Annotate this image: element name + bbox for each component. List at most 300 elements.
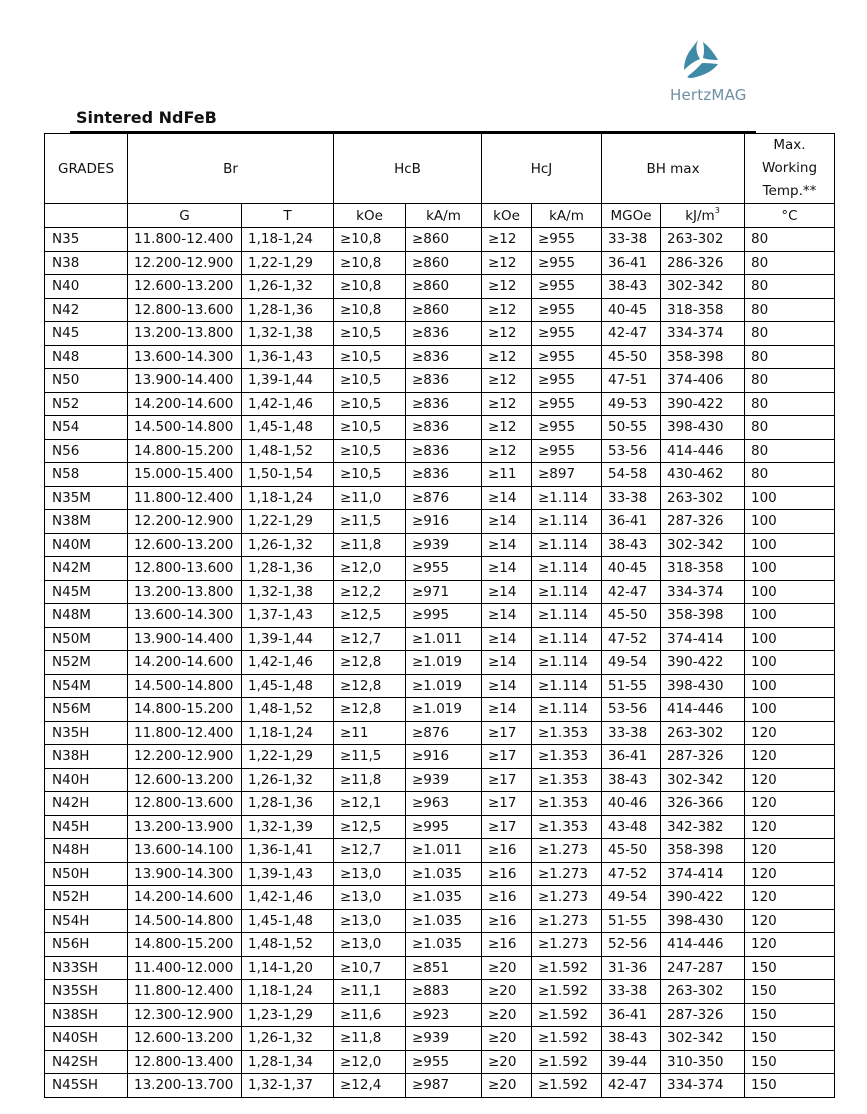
cell-grade: N50M	[45, 627, 128, 651]
table-row	[45, 1027, 835, 1051]
cell-hcj-kam: ≥955	[532, 345, 602, 369]
cell-hcb-koe: ≥11,0	[334, 486, 406, 510]
cell-hcj-kam: ≥1.592	[532, 1050, 602, 1074]
cell-bh-kjm3: 286-326	[661, 251, 745, 275]
cell-bh-kjm3: 302-342	[661, 768, 745, 792]
cell-max-temp: 120	[745, 721, 835, 745]
cell-max-temp: 100	[745, 510, 835, 534]
cell-bh-mgoe: 40-46	[602, 792, 661, 816]
cell-br-t: 1,18-1,24	[242, 980, 334, 1004]
cell-bh-kjm3: 414-446	[661, 439, 745, 463]
cell-hcj-koe: ≥12	[482, 298, 532, 322]
cell-max-temp: 80	[745, 228, 835, 252]
cell-hcb-koe: ≥11,8	[334, 1027, 406, 1051]
cell-hcj-koe: ≥12	[482, 439, 532, 463]
cell-hcb-koe: ≥10,8	[334, 275, 406, 299]
cell-hcj-kam: ≥1.353	[532, 792, 602, 816]
cell-bh-mgoe: 45-50	[602, 839, 661, 863]
cell-br-t: 1,26-1,32	[242, 768, 334, 792]
cell-bh-kjm3: 430-462	[661, 463, 745, 487]
cell-bh-mgoe: 33-38	[602, 486, 661, 510]
table-row	[45, 674, 835, 698]
cell-hcb-koe: ≥10,8	[334, 251, 406, 275]
cell-br-t: 1,28-1,36	[242, 557, 334, 581]
table-row	[45, 604, 835, 628]
header-grades: GRADES	[45, 134, 128, 204]
unit-bh-kjm3-sup: 3	[714, 205, 720, 215]
cell-br-g: 13.600-14.100	[128, 839, 242, 863]
cell-hcj-kam: ≥955	[532, 298, 602, 322]
cell-br-t: 1,42-1,46	[242, 392, 334, 416]
cell-bh-kjm3: 374-414	[661, 862, 745, 886]
cell-br-t: 1,26-1,32	[242, 533, 334, 557]
cell-hcb-koe: ≥12,5	[334, 815, 406, 839]
cell-hcb-kam: ≥916	[406, 745, 482, 769]
cell-bh-kjm3: 390-422	[661, 651, 745, 675]
header-bhmax: BH max	[602, 134, 745, 204]
cell-hcb-kam: ≥876	[406, 721, 482, 745]
cell-max-temp: 80	[745, 392, 835, 416]
cell-bh-mgoe: 38-43	[602, 275, 661, 299]
table-row	[45, 721, 835, 745]
cell-bh-mgoe: 53-56	[602, 698, 661, 722]
cell-grade: N54H	[45, 909, 128, 933]
cell-bh-mgoe: 36-41	[602, 251, 661, 275]
table-row	[45, 627, 835, 651]
cell-grade: N40SH	[45, 1027, 128, 1051]
cell-max-temp: 120	[745, 909, 835, 933]
cell-max-temp: 80	[745, 463, 835, 487]
cell-bh-mgoe: 43-48	[602, 815, 661, 839]
cell-bh-kjm3: 326-366	[661, 792, 745, 816]
cell-bh-mgoe: 33-38	[602, 980, 661, 1004]
cell-hcj-koe: ≥12	[482, 322, 532, 346]
cell-bh-kjm3: 358-398	[661, 604, 745, 628]
cell-bh-mgoe: 40-45	[602, 557, 661, 581]
cell-grade: N54M	[45, 674, 128, 698]
cell-hcb-kam: ≥939	[406, 1027, 482, 1051]
cell-bh-kjm3: 398-430	[661, 674, 745, 698]
cell-bh-kjm3: 310-350	[661, 1050, 745, 1074]
table-row	[45, 251, 835, 275]
cell-grade: N35H	[45, 721, 128, 745]
cell-bh-kjm3: 302-342	[661, 1027, 745, 1051]
cell-hcb-kam: ≥995	[406, 815, 482, 839]
cell-bh-mgoe: 38-43	[602, 1027, 661, 1051]
cell-hcb-koe: ≥12,5	[334, 604, 406, 628]
table-row	[45, 909, 835, 933]
cell-max-temp: 120	[745, 886, 835, 910]
cell-hcj-koe: ≥12	[482, 369, 532, 393]
cell-bh-mgoe: 42-47	[602, 580, 661, 604]
cell-grade: N56	[45, 439, 128, 463]
cell-hcj-koe: ≥20	[482, 980, 532, 1004]
cell-br-g: 13.200-13.700	[128, 1074, 242, 1098]
cell-br-g: 13.900-14.300	[128, 862, 242, 886]
cell-hcb-kam: ≥1.011	[406, 627, 482, 651]
cell-bh-kjm3: 263-302	[661, 486, 745, 510]
unit-bh-mgoe: MGOe	[602, 204, 661, 228]
table-row	[45, 886, 835, 910]
cell-hcb-kam: ≥1.019	[406, 651, 482, 675]
cell-hcj-kam: ≥1.353	[532, 768, 602, 792]
cell-max-temp: 150	[745, 980, 835, 1004]
table-row	[45, 510, 835, 534]
cell-max-temp: 100	[745, 674, 835, 698]
cell-br-t: 1,32-1,38	[242, 322, 334, 346]
header-hcb: HcB	[334, 134, 482, 204]
cell-hcj-kam: ≥1.114	[532, 533, 602, 557]
cell-max-temp: 150	[745, 1003, 835, 1027]
unit-hcj-koe: kOe	[482, 204, 532, 228]
cell-grade: N40H	[45, 768, 128, 792]
cell-br-g: 13.900-14.400	[128, 627, 242, 651]
cell-bh-mgoe: 53-56	[602, 439, 661, 463]
cell-grade: N38SH	[45, 1003, 128, 1027]
cell-hcb-koe: ≥11,1	[334, 980, 406, 1004]
cell-grade: N45H	[45, 815, 128, 839]
cell-grade: N35SH	[45, 980, 128, 1004]
cell-br-t: 1,36-1,43	[242, 345, 334, 369]
cell-hcj-koe: ≥17	[482, 792, 532, 816]
cell-max-temp: 150	[745, 956, 835, 980]
cell-bh-mgoe: 51-55	[602, 674, 661, 698]
cell-br-g: 13.200-13.800	[128, 322, 242, 346]
cell-bh-mgoe: 36-41	[602, 1003, 661, 1027]
table-row	[45, 1003, 835, 1027]
cell-max-temp: 100	[745, 698, 835, 722]
cell-hcb-koe: ≥10,8	[334, 228, 406, 252]
table-row	[45, 839, 835, 863]
cell-bh-kjm3: 287-326	[661, 510, 745, 534]
cell-max-temp: 120	[745, 862, 835, 886]
cell-max-temp: 80	[745, 369, 835, 393]
cell-bh-kjm3: 334-374	[661, 580, 745, 604]
cell-max-temp: 100	[745, 486, 835, 510]
cell-grade: N52M	[45, 651, 128, 675]
cell-hcb-koe: ≥12,0	[334, 1050, 406, 1074]
cell-max-temp: 120	[745, 792, 835, 816]
cell-br-t: 1,26-1,32	[242, 1027, 334, 1051]
cell-max-temp: 80	[745, 275, 835, 299]
cell-hcj-koe: ≥12	[482, 275, 532, 299]
cell-hcj-kam: ≥1.114	[532, 651, 602, 675]
cell-hcj-koe: ≥14	[482, 557, 532, 581]
cell-hcb-koe: ≥10,5	[334, 345, 406, 369]
cell-br-t: 1,23-1,29	[242, 1003, 334, 1027]
cell-hcj-kam: ≥955	[532, 369, 602, 393]
cell-hcj-kam: ≥1.114	[532, 557, 602, 581]
cell-hcj-koe: ≥14	[482, 627, 532, 651]
cell-hcj-koe: ≥20	[482, 1074, 532, 1098]
cell-hcj-kam: ≥1.114	[532, 674, 602, 698]
cell-hcb-koe: ≥10,5	[334, 416, 406, 440]
cell-hcj-kam: ≥1.592	[532, 1027, 602, 1051]
cell-hcj-koe: ≥14	[482, 698, 532, 722]
header-max-line2: Working	[761, 160, 818, 176]
table-row	[45, 651, 835, 675]
cell-grade: N54	[45, 416, 128, 440]
cell-max-temp: 80	[745, 345, 835, 369]
cell-hcb-kam: ≥923	[406, 1003, 482, 1027]
cell-hcj-kam: ≥1.114	[532, 486, 602, 510]
cell-br-g: 14.500-14.800	[128, 416, 242, 440]
cell-br-g: 11.800-12.400	[128, 721, 242, 745]
cell-bh-mgoe: 49-54	[602, 886, 661, 910]
cell-hcb-koe: ≥10,5	[334, 392, 406, 416]
cell-br-t: 1,50-1,54	[242, 463, 334, 487]
cell-bh-mgoe: 49-53	[602, 392, 661, 416]
cell-hcj-kam: ≥955	[532, 322, 602, 346]
cell-hcb-koe: ≥11	[334, 721, 406, 745]
cell-bh-kjm3: 263-302	[661, 228, 745, 252]
cell-hcj-koe: ≥20	[482, 956, 532, 980]
cell-bh-mgoe: 50-55	[602, 416, 661, 440]
cell-br-t: 1,48-1,52	[242, 933, 334, 957]
cell-hcj-koe: ≥20	[482, 1003, 532, 1027]
cell-grade: N52H	[45, 886, 128, 910]
header-row	[45, 134, 835, 204]
header-br: Br	[128, 134, 334, 204]
cell-br-g: 14.800-15.200	[128, 698, 242, 722]
cell-br-g: 13.900-14.400	[128, 369, 242, 393]
cell-br-t: 1,32-1,39	[242, 815, 334, 839]
cell-hcb-kam: ≥939	[406, 768, 482, 792]
cell-hcj-koe: ≥17	[482, 768, 532, 792]
cell-hcb-kam: ≥836	[406, 345, 482, 369]
header-hcj: HcJ	[482, 134, 602, 204]
cell-bh-mgoe: 47-52	[602, 862, 661, 886]
cell-br-g: 14.500-14.800	[128, 909, 242, 933]
cell-br-g: 12.600-13.200	[128, 1027, 242, 1051]
cell-hcj-kam: ≥955	[532, 275, 602, 299]
cell-hcj-kam: ≥1.114	[532, 627, 602, 651]
cell-hcb-koe: ≥12,8	[334, 698, 406, 722]
table-row	[45, 862, 835, 886]
cell-br-g: 14.500-14.800	[128, 674, 242, 698]
cell-bh-mgoe: 42-47	[602, 322, 661, 346]
cell-br-g: 11.800-12.400	[128, 228, 242, 252]
cell-hcb-kam: ≥1.011	[406, 839, 482, 863]
cell-hcj-kam: ≥1.273	[532, 933, 602, 957]
cell-bh-kjm3: 374-414	[661, 627, 745, 651]
table-row	[45, 768, 835, 792]
cell-hcj-kam: ≥1.114	[532, 510, 602, 534]
cell-br-g: 12.200-12.900	[128, 510, 242, 534]
cell-bh-mgoe: 47-51	[602, 369, 661, 393]
cell-max-temp: 80	[745, 416, 835, 440]
cell-hcb-koe: ≥13,0	[334, 909, 406, 933]
cell-hcb-kam: ≥995	[406, 604, 482, 628]
cell-hcj-kam: ≥1.353	[532, 745, 602, 769]
cell-hcb-koe: ≥11,8	[334, 533, 406, 557]
table-row	[45, 580, 835, 604]
cell-br-t: 1,18-1,24	[242, 486, 334, 510]
cell-hcj-koe: ≥14	[482, 674, 532, 698]
cell-bh-mgoe: 36-41	[602, 510, 661, 534]
table-row	[45, 392, 835, 416]
triskelion-logo-icon	[678, 38, 722, 82]
cell-bh-mgoe: 52-56	[602, 933, 661, 957]
cell-hcb-kam: ≥836	[406, 369, 482, 393]
cell-br-t: 1,26-1,32	[242, 275, 334, 299]
cell-hcj-koe: ≥20	[482, 1027, 532, 1051]
cell-hcj-koe: ≥20	[482, 1050, 532, 1074]
cell-hcb-koe: ≥10,5	[334, 463, 406, 487]
table-row	[45, 439, 835, 463]
cell-br-t: 1,39-1,44	[242, 369, 334, 393]
cell-bh-kjm3: 390-422	[661, 886, 745, 910]
cell-hcj-koe: ≥12	[482, 345, 532, 369]
cell-hcb-koe: ≥12,0	[334, 557, 406, 581]
cell-bh-kjm3: 302-342	[661, 533, 745, 557]
cell-hcb-koe: ≥10,5	[334, 439, 406, 463]
table-row	[45, 228, 835, 252]
cell-hcj-kam: ≥1.273	[532, 839, 602, 863]
cell-hcb-kam: ≥836	[406, 416, 482, 440]
cell-hcb-kam: ≥860	[406, 228, 482, 252]
cell-hcb-kam: ≥836	[406, 392, 482, 416]
cell-hcb-koe: ≥10,7	[334, 956, 406, 980]
cell-hcb-kam: ≥955	[406, 557, 482, 581]
cell-hcj-koe: ≥16	[482, 839, 532, 863]
cell-br-t: 1,45-1,48	[242, 674, 334, 698]
cell-hcb-kam: ≥836	[406, 439, 482, 463]
cell-br-t: 1,28-1,34	[242, 1050, 334, 1074]
cell-br-g: 14.200-14.600	[128, 886, 242, 910]
cell-bh-kjm3: 358-398	[661, 839, 745, 863]
table-row	[45, 298, 835, 322]
cell-hcb-kam: ≥883	[406, 980, 482, 1004]
cell-hcb-kam: ≥1.035	[406, 886, 482, 910]
cell-hcb-kam: ≥971	[406, 580, 482, 604]
cell-grade: N33SH	[45, 956, 128, 980]
cell-grade: N42	[45, 298, 128, 322]
cell-hcj-koe: ≥14	[482, 533, 532, 557]
cell-bh-mgoe: 31-36	[602, 956, 661, 980]
cell-max-temp: 80	[745, 439, 835, 463]
table-row	[45, 745, 835, 769]
cell-bh-kjm3: 287-326	[661, 1003, 745, 1027]
unit-hcb-kam: kA/m	[406, 204, 482, 228]
cell-bh-kjm3: 302-342	[661, 275, 745, 299]
cell-grade: N48	[45, 345, 128, 369]
cell-bh-kjm3: 318-358	[661, 298, 745, 322]
cell-hcb-koe: ≥10,5	[334, 369, 406, 393]
header-max-line1: Max.	[773, 137, 806, 153]
cell-hcb-koe: ≥12,7	[334, 839, 406, 863]
cell-bh-mgoe: 39-44	[602, 1050, 661, 1074]
cell-grade: N52	[45, 392, 128, 416]
cell-bh-mgoe: 40-45	[602, 298, 661, 322]
table-row	[45, 956, 835, 980]
cell-hcj-koe: ≥14	[482, 651, 532, 675]
table-row	[45, 533, 835, 557]
table-row	[45, 275, 835, 299]
cell-hcj-koe: ≥16	[482, 909, 532, 933]
table-row	[45, 322, 835, 346]
cell-br-g: 11.800-12.400	[128, 980, 242, 1004]
unit-bh-kjm3	[661, 204, 745, 228]
cell-hcb-koe: ≥13,0	[334, 862, 406, 886]
table-row	[45, 557, 835, 581]
cell-hcj-kam: ≥1.114	[532, 698, 602, 722]
cell-max-temp: 150	[745, 1027, 835, 1051]
table-row	[45, 698, 835, 722]
unit-bh-kjm3-base: kJ/m	[685, 207, 715, 224]
table-row	[45, 416, 835, 440]
cell-grade: N56M	[45, 698, 128, 722]
cell-br-g: 12.600-13.200	[128, 533, 242, 557]
cell-hcb-kam: ≥1.019	[406, 698, 482, 722]
cell-hcb-kam: ≥836	[406, 463, 482, 487]
cell-hcb-koe: ≥12,8	[334, 674, 406, 698]
cell-hcj-kam: ≥1.114	[532, 580, 602, 604]
cell-br-g: 12.600-13.200	[128, 275, 242, 299]
cell-hcj-koe: ≥14	[482, 580, 532, 604]
cell-hcj-kam: ≥955	[532, 439, 602, 463]
cell-br-g: 14.200-14.600	[128, 651, 242, 675]
cell-hcj-kam: ≥1.273	[532, 909, 602, 933]
cell-bh-mgoe: 33-38	[602, 721, 661, 745]
cell-hcb-koe: ≥11,8	[334, 768, 406, 792]
cell-hcj-koe: ≥14	[482, 604, 532, 628]
cell-hcb-kam: ≥860	[406, 251, 482, 275]
cell-grade: N56H	[45, 933, 128, 957]
cell-hcj-kam: ≥955	[532, 228, 602, 252]
cell-grade: N38	[45, 251, 128, 275]
cell-hcj-kam: ≥1.592	[532, 1074, 602, 1098]
table-row	[45, 486, 835, 510]
unit-grades-empty	[45, 204, 128, 228]
cell-hcj-kam: ≥955	[532, 416, 602, 440]
cell-br-g: 15.000-15.400	[128, 463, 242, 487]
cell-hcb-kam: ≥1.035	[406, 909, 482, 933]
table-row	[45, 933, 835, 957]
cell-hcb-kam: ≥860	[406, 298, 482, 322]
cell-grade: N40M	[45, 533, 128, 557]
table-row	[45, 1050, 835, 1074]
cell-hcj-koe: ≥16	[482, 886, 532, 910]
cell-br-t: 1,18-1,24	[242, 721, 334, 745]
cell-hcb-koe: ≥10,8	[334, 298, 406, 322]
table-body	[45, 228, 835, 1098]
cell-max-temp: 80	[745, 298, 835, 322]
cell-br-t: 1,45-1,48	[242, 416, 334, 440]
unit-hcb-koe: kOe	[334, 204, 406, 228]
logo-text: HertzMAG	[670, 86, 747, 104]
cell-bh-mgoe: 36-41	[602, 745, 661, 769]
cell-max-temp: 100	[745, 627, 835, 651]
cell-hcb-kam: ≥851	[406, 956, 482, 980]
cell-hcj-koe: ≥12	[482, 392, 532, 416]
cell-bh-kjm3: 342-382	[661, 815, 745, 839]
cell-hcj-kam: ≥955	[532, 392, 602, 416]
cell-grade: N42SH	[45, 1050, 128, 1074]
cell-hcb-kam: ≥939	[406, 533, 482, 557]
cell-hcb-kam: ≥1.019	[406, 674, 482, 698]
cell-hcb-kam: ≥876	[406, 486, 482, 510]
cell-hcb-kam: ≥1.035	[406, 862, 482, 886]
cell-max-temp: 120	[745, 839, 835, 863]
cell-bh-kjm3: 390-422	[661, 392, 745, 416]
cell-bh-mgoe: 51-55	[602, 909, 661, 933]
cell-hcb-koe: ≥11,6	[334, 1003, 406, 1027]
ndfeb-grades-table	[44, 133, 835, 1098]
cell-br-g: 13.200-13.800	[128, 580, 242, 604]
cell-hcb-koe: ≥12,2	[334, 580, 406, 604]
cell-hcj-koe: ≥17	[482, 815, 532, 839]
